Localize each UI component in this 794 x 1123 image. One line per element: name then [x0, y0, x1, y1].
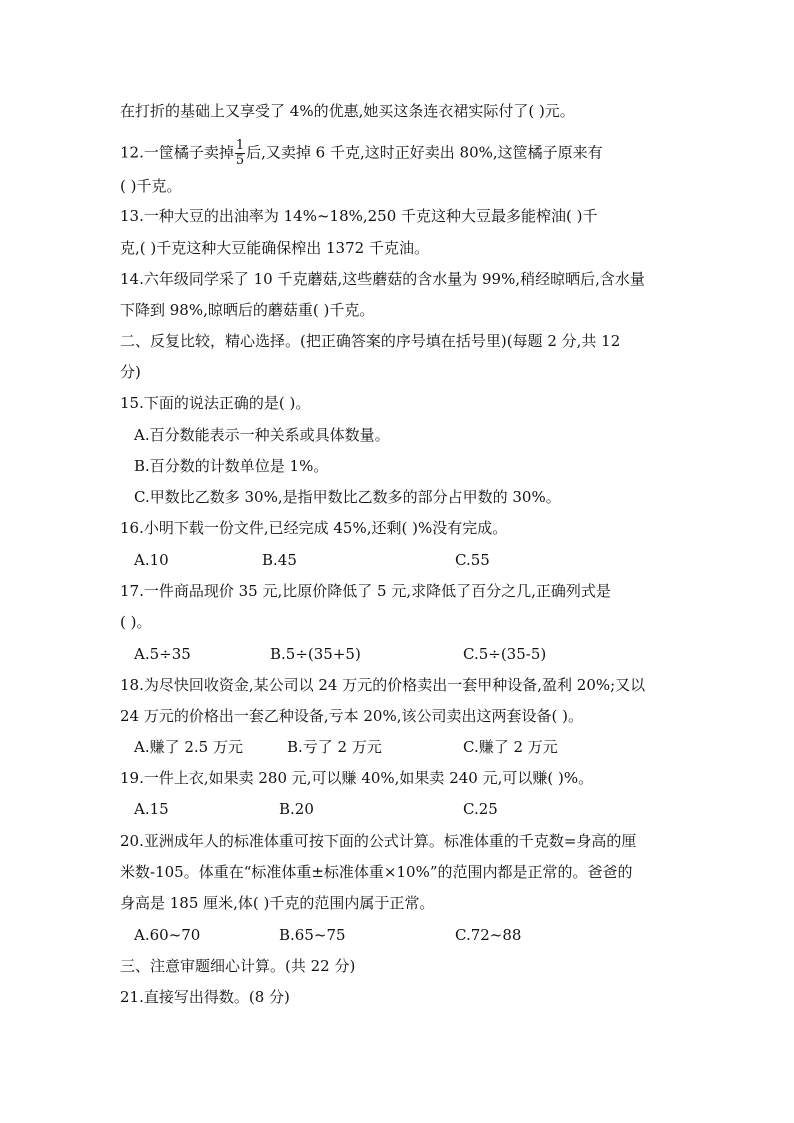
q14-line-1: 14.六年级同学采了 10 千克蘑菇,这些蘑菇的含水量为 99%,稍经晾晒后,含水量: [120, 270, 645, 288]
q12-answer-line: ( )千克。: [120, 177, 182, 195]
fraction-numerator: 1: [235, 138, 245, 153]
q15-stem: 15.下面的说法正确的是( )。: [120, 394, 311, 412]
q16-option-b: B.45: [262, 551, 297, 569]
q18-line-2: 24 万元的价格出一套乙种设备,亏本 20%,该公司卖出这两套设备( )。: [120, 707, 583, 725]
q18-option-a: A.赚了 2.5 万元: [134, 738, 243, 756]
q19-stem: 19.一件上衣,如果卖 280 元,可以赚 40%,如果卖 240 元,可以赚( )%。: [120, 769, 594, 787]
q16-option-c: C.55: [455, 551, 490, 569]
q20-option-b: B.65~75: [279, 926, 346, 944]
q15-option-a: A.百分数能表示一种关系或具体数量。: [134, 426, 390, 444]
q17-option-a: A.5÷35: [134, 645, 191, 663]
q19-option-b: B.20: [279, 800, 314, 818]
q20-option-a: A.60~70: [134, 926, 201, 944]
q11-continuation: 在打折的基础上又享受了 4%的优惠,她买这条连衣裙实际付了( )元。: [120, 102, 575, 120]
question-12: [120, 139, 603, 168]
fraction-denominator: 5: [235, 153, 245, 168]
q20-line-2: 米数-105。体重在“标准体重±标准体重×10%”的范围内都是正常的。爸爸的: [120, 863, 633, 881]
q12-text-start: 12.一筐橘子卖掉: [120, 143, 234, 162]
q18-option-c: C.赚了 2 万元: [463, 738, 558, 756]
q20-line-1: 20.亚洲成年人的标准体重可按下面的公式计算。标准体重的千克数=身高的厘: [120, 832, 637, 850]
section-3-heading: 三、注意审题细心计算。(共 22 分): [120, 957, 356, 975]
q17-line-1: 17.一件商品现价 35 元,比原价降低了 5 元,求降低了百分之几,正确列式是: [120, 582, 611, 600]
q19-option-c: C.25: [463, 800, 498, 818]
q18-line-1: 18.为尽快回收资金,某公司以 24 万元的价格卖出一套甲种设备,盈利 20%;又以: [120, 676, 646, 694]
q12-text-end: 后,又卖掉 6 千克,这时正好卖出 80%,这筐橘子原来有: [246, 143, 603, 162]
fraction-one-fifth: [235, 139, 245, 168]
q15-option-b: B.百分数的计数单位是 1%。: [134, 457, 329, 475]
q16-stem: 16.小明下载一份文件,已经完成 45%,还剩( )%没有完成。: [120, 519, 508, 537]
q13-line-1: 13.一种大豆的出油率为 14%~18%,250 千克这种大豆最多能榨油( )千: [120, 207, 598, 225]
q13-line-2: 克,( )千克这种大豆能确保榨出 1372 千克油。: [120, 239, 429, 257]
q18-option-b: B.亏了 2 万元: [287, 738, 382, 756]
q17-line-2: ( )。: [120, 613, 152, 631]
q20-option-c: C.72~88: [455, 926, 522, 944]
q21-stem: 21.直接写出得数。(8 分): [120, 988, 290, 1006]
q15-option-c: C.甲数比乙数多 30%,是指甲数比乙数多的部分占甲数的 30%。: [134, 488, 561, 506]
q17-option-c: C.5÷(35-5): [463, 645, 547, 663]
section-2-heading-cont: 分): [120, 363, 141, 381]
q17-option-b: B.5÷(35+5): [270, 645, 361, 663]
q19-option-a: A.15: [134, 800, 169, 818]
q16-option-a: A.10: [134, 551, 169, 569]
section-2-heading: 二、反复比较，精心选择。(把正确答案的序号填在括号里)(每题 2 分,共 12: [120, 332, 621, 350]
q14-line-2: 下降到 98%,晾晒后的蘑菇重( )千克。: [120, 301, 375, 319]
q20-line-3: 身高是 185 厘米,体( )千克的范围内属于正常。: [120, 894, 435, 912]
